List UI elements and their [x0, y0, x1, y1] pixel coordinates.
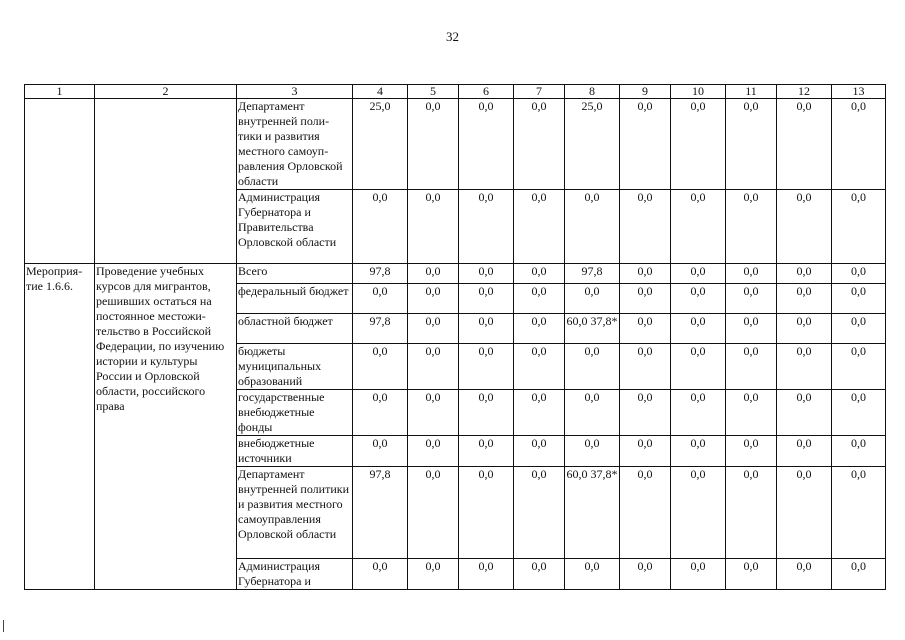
- value-cell: 0,0: [565, 559, 620, 590]
- value-cell: 0,0: [620, 390, 671, 436]
- value-cell: 0,0: [459, 284, 514, 314]
- value-cell: 0,0: [832, 344, 886, 390]
- value-cell: 0,0: [832, 559, 886, 590]
- value-cell: 0,0: [832, 314, 886, 344]
- header-cell: 9: [620, 85, 671, 99]
- value-cell: 0,0: [620, 284, 671, 314]
- value-cell: 0,0: [408, 314, 459, 344]
- value-cell: 0,0: [408, 190, 459, 264]
- header-cell: 4: [353, 85, 408, 99]
- value-cell: 0,0: [565, 190, 620, 264]
- value-cell: 0,0: [514, 190, 565, 264]
- value-cell: 0,0: [408, 467, 459, 559]
- header-cell: 13: [832, 85, 886, 99]
- funding-source-cell: Департамент внутренней политики и развития местного самоуправления Орловской области: [237, 467, 353, 559]
- header-cell: 10: [671, 85, 726, 99]
- table-row: [25, 264, 886, 284]
- value-cell: 0,0: [565, 390, 620, 436]
- value-cell: 0,0: [353, 284, 408, 314]
- value-cell: 0,0: [514, 436, 565, 467]
- header-cell: 12: [777, 85, 832, 99]
- header-cell: 5: [408, 85, 459, 99]
- value-cell: 0,0: [620, 344, 671, 390]
- header-cell: 2: [95, 85, 237, 99]
- value-cell: 0,0: [408, 559, 459, 590]
- value-cell: 0,0: [620, 467, 671, 559]
- measure-name-cell: Проведение учебных курсов для мигрантов, решивших остаться на постоянное местожи-тельство в Российской Федерации, по изучению истории и культуры России и Орловской области, российского права: [95, 264, 237, 590]
- value-cell: 0,0: [777, 99, 832, 190]
- funding-source-cell: бюджеты муниципальных образований: [237, 344, 353, 390]
- value-cell: 0,0: [671, 264, 726, 284]
- value-cell: 0,0: [620, 314, 671, 344]
- value-cell: 0,0: [777, 314, 832, 344]
- header-cell: 7: [514, 85, 565, 99]
- header-cell: 11: [726, 85, 777, 99]
- header-cell: 8: [565, 85, 620, 99]
- value-cell: 0,0: [671, 436, 726, 467]
- value-cell: 60,0 37,8*: [565, 467, 620, 559]
- header-row: [25, 85, 886, 99]
- value-cell: 0,0: [514, 559, 565, 590]
- value-cell: 0,0: [726, 99, 777, 190]
- value-cell: 0,0: [408, 99, 459, 190]
- value-cell: 0,0: [514, 314, 565, 344]
- funding-source-cell: Всего: [237, 264, 353, 284]
- value-cell: 0,0: [514, 99, 565, 190]
- value-cell: 0,0: [671, 344, 726, 390]
- value-cell: 0,0: [408, 264, 459, 284]
- value-cell: 0,0: [777, 559, 832, 590]
- table-row: [25, 99, 886, 190]
- value-cell: 0,0: [726, 559, 777, 590]
- value-cell: 0,0: [671, 190, 726, 264]
- page-number: 32: [446, 29, 459, 44]
- value-cell: 0,0: [459, 467, 514, 559]
- value-cell: 0,0: [459, 99, 514, 190]
- value-cell: 0,0: [777, 436, 832, 467]
- value-cell: 0,0: [671, 284, 726, 314]
- funding-source-cell: Администрация Губернатора и: [237, 559, 353, 590]
- value-cell: 0,0: [353, 390, 408, 436]
- value-cell: 0,0: [459, 436, 514, 467]
- value-cell: 0,0: [726, 314, 777, 344]
- header-cell: 3: [237, 85, 353, 99]
- value-cell: 0,0: [832, 99, 886, 190]
- value-cell: 0,0: [832, 264, 886, 284]
- value-cell: 0,0: [620, 99, 671, 190]
- scan-mark: [3, 620, 4, 632]
- funding-source-cell: Администрация Губернатора и Правительства Орловской области: [237, 190, 353, 264]
- value-cell: 97,8: [565, 264, 620, 284]
- value-cell: 0,0: [353, 559, 408, 590]
- funding-source-cell: федеральный бюджет: [237, 284, 353, 314]
- value-cell: 0,0: [514, 390, 565, 436]
- table-body: [25, 99, 886, 590]
- value-cell: 0,0: [353, 436, 408, 467]
- value-cell: 0,0: [671, 99, 726, 190]
- value-cell: 0,0: [514, 264, 565, 284]
- value-cell: 0,0: [459, 190, 514, 264]
- value-cell: 0,0: [514, 467, 565, 559]
- value-cell: 0,0: [353, 344, 408, 390]
- value-cell: 97,8: [353, 264, 408, 284]
- value-cell: 0,0: [777, 284, 832, 314]
- value-cell: 0,0: [671, 314, 726, 344]
- value-cell: 0,0: [620, 436, 671, 467]
- value-cell: 0,0: [514, 344, 565, 390]
- value-cell: 0,0: [565, 284, 620, 314]
- value-cell: 60,0 37,8*: [565, 314, 620, 344]
- header-cell: 1: [25, 85, 95, 99]
- value-cell: 0,0: [408, 284, 459, 314]
- value-cell: 0,0: [565, 344, 620, 390]
- measure-code-cell: Мероприя-тие 1.6.6.: [25, 264, 95, 590]
- value-cell: 0,0: [726, 264, 777, 284]
- value-cell: 0,0: [777, 344, 832, 390]
- value-cell: 0,0: [832, 390, 886, 436]
- value-cell: 0,0: [353, 190, 408, 264]
- value-cell: 25,0: [353, 99, 408, 190]
- budget-table: [24, 84, 886, 590]
- value-cell: 0,0: [459, 264, 514, 284]
- empty-cell: [95, 99, 237, 264]
- value-cell: 0,0: [777, 467, 832, 559]
- header-cell: 6: [459, 85, 514, 99]
- value-cell: 0,0: [832, 284, 886, 314]
- funding-source-cell: Департамент внутренней поли-тики и развития местного самоуп-равления Орловской области: [237, 99, 353, 190]
- value-cell: 25,0: [565, 99, 620, 190]
- value-cell: 0,0: [671, 390, 726, 436]
- value-cell: 0,0: [459, 344, 514, 390]
- funding-source-cell: внебюджетные источники: [237, 436, 353, 467]
- value-cell: 0,0: [459, 314, 514, 344]
- value-cell: 0,0: [832, 190, 886, 264]
- value-cell: 0,0: [671, 559, 726, 590]
- value-cell: 0,0: [459, 559, 514, 590]
- funding-source-cell: государственные внебюджетные фонды: [237, 390, 353, 436]
- value-cell: 97,8: [353, 467, 408, 559]
- value-cell: 0,0: [777, 190, 832, 264]
- value-cell: 0,0: [408, 344, 459, 390]
- empty-cell: [25, 99, 95, 264]
- value-cell: 0,0: [671, 467, 726, 559]
- value-cell: 0,0: [726, 467, 777, 559]
- value-cell: 0,0: [726, 390, 777, 436]
- value-cell: 0,0: [408, 436, 459, 467]
- value-cell: 0,0: [565, 436, 620, 467]
- value-cell: 0,0: [620, 559, 671, 590]
- funding-source-cell: областной бюджет: [237, 314, 353, 344]
- value-cell: 0,0: [726, 436, 777, 467]
- value-cell: 0,0: [726, 344, 777, 390]
- value-cell: 0,0: [832, 436, 886, 467]
- value-cell: 0,0: [832, 467, 886, 559]
- value-cell: 0,0: [620, 264, 671, 284]
- value-cell: 0,0: [777, 264, 832, 284]
- value-cell: 0,0: [408, 390, 459, 436]
- value-cell: 0,0: [514, 284, 565, 314]
- value-cell: 0,0: [459, 390, 514, 436]
- value-cell: 0,0: [620, 190, 671, 264]
- value-cell: 0,0: [726, 284, 777, 314]
- value-cell: 0,0: [777, 390, 832, 436]
- value-cell: 97,8: [353, 314, 408, 344]
- value-cell: 0,0: [726, 190, 777, 264]
